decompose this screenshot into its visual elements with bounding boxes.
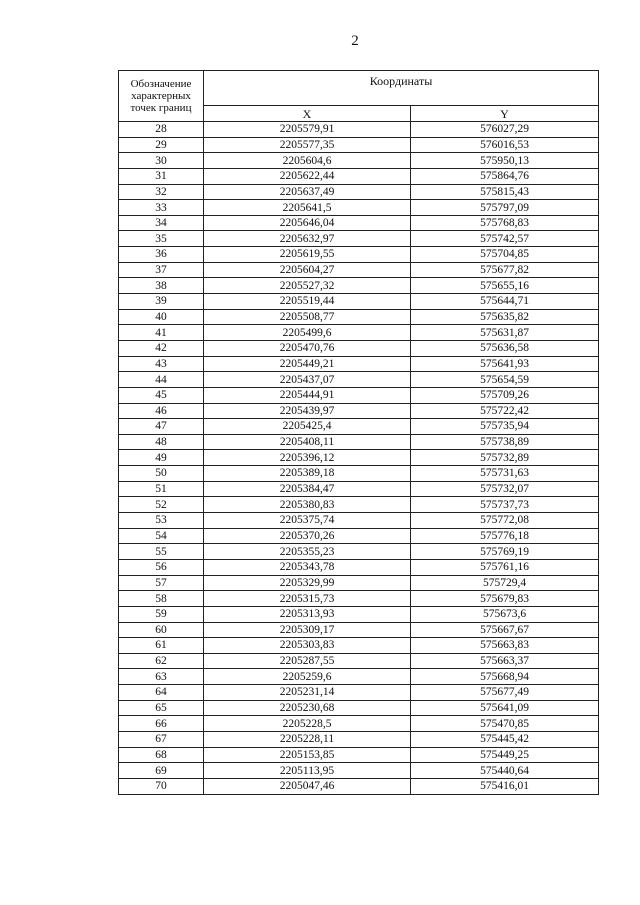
point-number-cell: 29 — [119, 137, 204, 153]
point-number-cell: 59 — [119, 606, 204, 622]
table-row — [119, 340, 599, 356]
x-coordinate-cell: 2205375,74 — [204, 513, 411, 529]
y-coordinate-cell: 575815,43 — [411, 184, 599, 200]
point-number-cell: 56 — [119, 559, 204, 575]
y-coordinate-cell: 575449,25 — [411, 747, 599, 763]
table-row — [119, 309, 599, 325]
x-coordinate-cell: 2205396,12 — [204, 450, 411, 466]
y-coordinate-cell: 575737,73 — [411, 497, 599, 513]
table-row — [119, 153, 599, 169]
y-coordinate-cell: 575769,19 — [411, 544, 599, 560]
y-coordinate-cell: 575768,83 — [411, 215, 599, 231]
y-coordinate-cell: 575677,82 — [411, 262, 599, 278]
y-coordinate-cell: 575644,71 — [411, 294, 599, 310]
x-coordinate-cell: 2205343,78 — [204, 559, 411, 575]
x-coordinate-cell: 2205228,5 — [204, 716, 411, 732]
point-number-cell: 44 — [119, 372, 204, 388]
point-number-cell: 67 — [119, 731, 204, 747]
x-coordinate-cell: 2205579,91 — [204, 122, 411, 138]
point-number-cell: 31 — [119, 168, 204, 184]
y-coordinate-cell: 575677,49 — [411, 685, 599, 701]
table-row — [119, 528, 599, 544]
x-coordinate-cell: 2205389,18 — [204, 466, 411, 482]
y-coordinate-cell: 576016,53 — [411, 137, 599, 153]
point-number-cell: 70 — [119, 778, 204, 794]
table-row — [119, 685, 599, 701]
x-coordinate-cell: 2205153,85 — [204, 747, 411, 763]
table-row — [119, 450, 599, 466]
y-coordinate-cell: 575654,59 — [411, 372, 599, 388]
x-coordinate-cell: 2205315,73 — [204, 591, 411, 607]
point-number-cell: 64 — [119, 685, 204, 701]
y-coordinate-cell: 575445,42 — [411, 731, 599, 747]
x-coordinate-cell: 2205259,6 — [204, 669, 411, 685]
x-coordinate-cell: 2205370,26 — [204, 528, 411, 544]
table-row — [119, 122, 599, 138]
x-coordinate-cell: 2205444,91 — [204, 387, 411, 403]
y-coordinate-cell: 575731,63 — [411, 466, 599, 482]
point-number-cell: 69 — [119, 763, 204, 779]
y-coordinate-cell: 575742,57 — [411, 231, 599, 247]
point-number-cell: 58 — [119, 591, 204, 607]
coordinates-header: Координаты — [204, 71, 599, 106]
point-number-cell: 39 — [119, 294, 204, 310]
table-row — [119, 669, 599, 685]
y-coordinate-cell: 575679,83 — [411, 591, 599, 607]
y-coordinate-cell: 575772,08 — [411, 513, 599, 529]
x-coordinate-cell: 2205499,6 — [204, 325, 411, 341]
point-number-cell: 37 — [119, 262, 204, 278]
point-number-cell: 38 — [119, 278, 204, 294]
coordinates-table — [118, 70, 599, 795]
y-coordinate-cell: 575416,01 — [411, 778, 599, 794]
point-number-cell: 57 — [119, 575, 204, 591]
y-coordinate-cell: 575673,6 — [411, 606, 599, 622]
table-row — [119, 763, 599, 779]
y-coordinate-cell: 575732,07 — [411, 481, 599, 497]
y-coordinate-cell: 575641,93 — [411, 356, 599, 372]
point-number-cell: 36 — [119, 247, 204, 263]
y-coordinate-cell: 575704,85 — [411, 247, 599, 263]
table-row — [119, 716, 599, 732]
table-row — [119, 591, 599, 607]
point-number-cell: 30 — [119, 153, 204, 169]
x-coordinate-cell: 2205577,35 — [204, 137, 411, 153]
x-coordinate-cell: 2205113,95 — [204, 763, 411, 779]
table-row — [119, 372, 599, 388]
point-number-cell: 47 — [119, 419, 204, 435]
point-number-cell: 33 — [119, 200, 204, 216]
point-number-cell: 66 — [119, 716, 204, 732]
y-coordinate-cell: 575635,82 — [411, 309, 599, 325]
table-row — [119, 278, 599, 294]
point-number-cell: 35 — [119, 231, 204, 247]
point-number-cell: 50 — [119, 466, 204, 482]
y-coordinate-cell: 575655,16 — [411, 278, 599, 294]
point-number-cell: 28 — [119, 122, 204, 138]
x-coordinate-cell: 2205470,76 — [204, 340, 411, 356]
point-number-cell: 55 — [119, 544, 204, 560]
x-coordinate-cell: 2205408,11 — [204, 434, 411, 450]
table-row — [119, 434, 599, 450]
point-number-cell: 61 — [119, 638, 204, 654]
table-row — [119, 200, 599, 216]
y-coordinate-cell: 575864,76 — [411, 168, 599, 184]
table-row — [119, 513, 599, 529]
point-number-cell: 60 — [119, 622, 204, 638]
x-coordinate-cell: 2205604,6 — [204, 153, 411, 169]
x-coordinate-cell: 2205439,97 — [204, 403, 411, 419]
point-number-cell: 43 — [119, 356, 204, 372]
y-coordinate-cell: 575709,26 — [411, 387, 599, 403]
x-coordinate-cell: 2205604,27 — [204, 262, 411, 278]
point-number-cell: 62 — [119, 653, 204, 669]
table-row — [119, 466, 599, 482]
y-coordinate-cell: 575738,89 — [411, 434, 599, 450]
x-coordinate-cell: 2205309,17 — [204, 622, 411, 638]
table-row — [119, 247, 599, 263]
y-coordinate-cell: 575776,18 — [411, 528, 599, 544]
y-coordinate-cell: 575797,09 — [411, 200, 599, 216]
table-row — [119, 778, 599, 794]
x-coordinate-cell: 2205230,68 — [204, 700, 411, 716]
point-number-cell: 65 — [119, 700, 204, 716]
x-coordinate-cell: 2205231,14 — [204, 685, 411, 701]
x-coordinate-cell: 2205632,97 — [204, 231, 411, 247]
y-coordinate-cell: 575761,16 — [411, 559, 599, 575]
y-coordinate-cell: 575668,94 — [411, 669, 599, 685]
y-coordinate-cell: 575440,64 — [411, 763, 599, 779]
x-coordinate-cell: 2205646,04 — [204, 215, 411, 231]
x-coordinate-cell: 2205449,21 — [204, 356, 411, 372]
x-coordinate-cell: 2205380,83 — [204, 497, 411, 513]
table-row — [119, 497, 599, 513]
table-row — [119, 231, 599, 247]
y-coordinate-cell: 575641,09 — [411, 700, 599, 716]
x-coordinate-cell: 2205313,93 — [204, 606, 411, 622]
point-number-cell: 34 — [119, 215, 204, 231]
point-number-cell: 52 — [119, 497, 204, 513]
y-coordinate-cell: 575663,83 — [411, 638, 599, 654]
table-row — [119, 606, 599, 622]
point-number-cell: 42 — [119, 340, 204, 356]
table-row — [119, 137, 599, 153]
point-number-cell: 41 — [119, 325, 204, 341]
table-row — [119, 262, 599, 278]
y-coordinate-cell: 575470,85 — [411, 716, 599, 732]
table-row — [119, 638, 599, 654]
point-number-cell: 63 — [119, 669, 204, 685]
table-row — [119, 700, 599, 716]
x-coordinate-cell: 2205047,46 — [204, 778, 411, 794]
table-row — [119, 575, 599, 591]
table-row — [119, 747, 599, 763]
y-coordinate-cell: 576027,29 — [411, 122, 599, 138]
table-row — [119, 419, 599, 435]
y-coordinate-cell: 575663,37 — [411, 653, 599, 669]
y-coordinate-cell: 575950,13 — [411, 153, 599, 169]
point-number-cell: 51 — [119, 481, 204, 497]
point-number-cell: 46 — [119, 403, 204, 419]
x-coordinate-cell: 2205425,4 — [204, 419, 411, 435]
table-row — [119, 168, 599, 184]
x-coordinate-cell: 2205437,07 — [204, 372, 411, 388]
table-row — [119, 215, 599, 231]
y-coordinate-cell: 575667,67 — [411, 622, 599, 638]
y-coordinate-cell: 575729,4 — [411, 575, 599, 591]
x-coordinate-cell: 2205508,77 — [204, 309, 411, 325]
x-coordinate-cell: 2205287,55 — [204, 653, 411, 669]
point-number-cell: 68 — [119, 747, 204, 763]
x-coordinate-cell: 2205527,32 — [204, 278, 411, 294]
y-column-header: Y — [411, 106, 599, 122]
y-coordinate-cell: 575636,58 — [411, 340, 599, 356]
x-coordinate-cell: 2205384,47 — [204, 481, 411, 497]
table-row — [119, 356, 599, 372]
page-number: 2 — [351, 33, 359, 49]
point-number-cell: 40 — [119, 309, 204, 325]
point-number-cell: 53 — [119, 513, 204, 529]
table-row — [119, 403, 599, 419]
table-row — [119, 559, 599, 575]
x-coordinate-cell: 2205303,83 — [204, 638, 411, 654]
y-coordinate-cell: 575732,89 — [411, 450, 599, 466]
table-row — [119, 544, 599, 560]
table-row — [119, 653, 599, 669]
point-number-cell: 49 — [119, 450, 204, 466]
x-coordinate-cell: 2205622,44 — [204, 168, 411, 184]
point-number-cell: 54 — [119, 528, 204, 544]
x-coordinate-cell: 2205641,5 — [204, 200, 411, 216]
table-row — [119, 481, 599, 497]
table-row — [119, 184, 599, 200]
table-row — [119, 731, 599, 747]
point-number-cell: 45 — [119, 387, 204, 403]
x-coordinate-cell: 2205637,49 — [204, 184, 411, 200]
table-row — [119, 387, 599, 403]
y-coordinate-cell: 575631,87 — [411, 325, 599, 341]
table-row — [119, 622, 599, 638]
point-number-cell: 32 — [119, 184, 204, 200]
x-coordinate-cell: 2205355,23 — [204, 544, 411, 560]
x-column-header: X — [204, 106, 411, 122]
y-coordinate-cell: 575722,42 — [411, 403, 599, 419]
table-body — [119, 122, 599, 795]
table-row — [119, 294, 599, 310]
y-coordinate-cell: 575735,94 — [411, 419, 599, 435]
table-row — [119, 325, 599, 341]
point-number-cell: 48 — [119, 434, 204, 450]
x-coordinate-cell: 2205619,55 — [204, 247, 411, 263]
x-coordinate-cell: 2205228,11 — [204, 731, 411, 747]
x-coordinate-cell: 2205519,44 — [204, 294, 411, 310]
x-coordinate-cell: 2205329,99 — [204, 575, 411, 591]
point-label-header: Обозначение характерных точек границ — [119, 71, 204, 122]
